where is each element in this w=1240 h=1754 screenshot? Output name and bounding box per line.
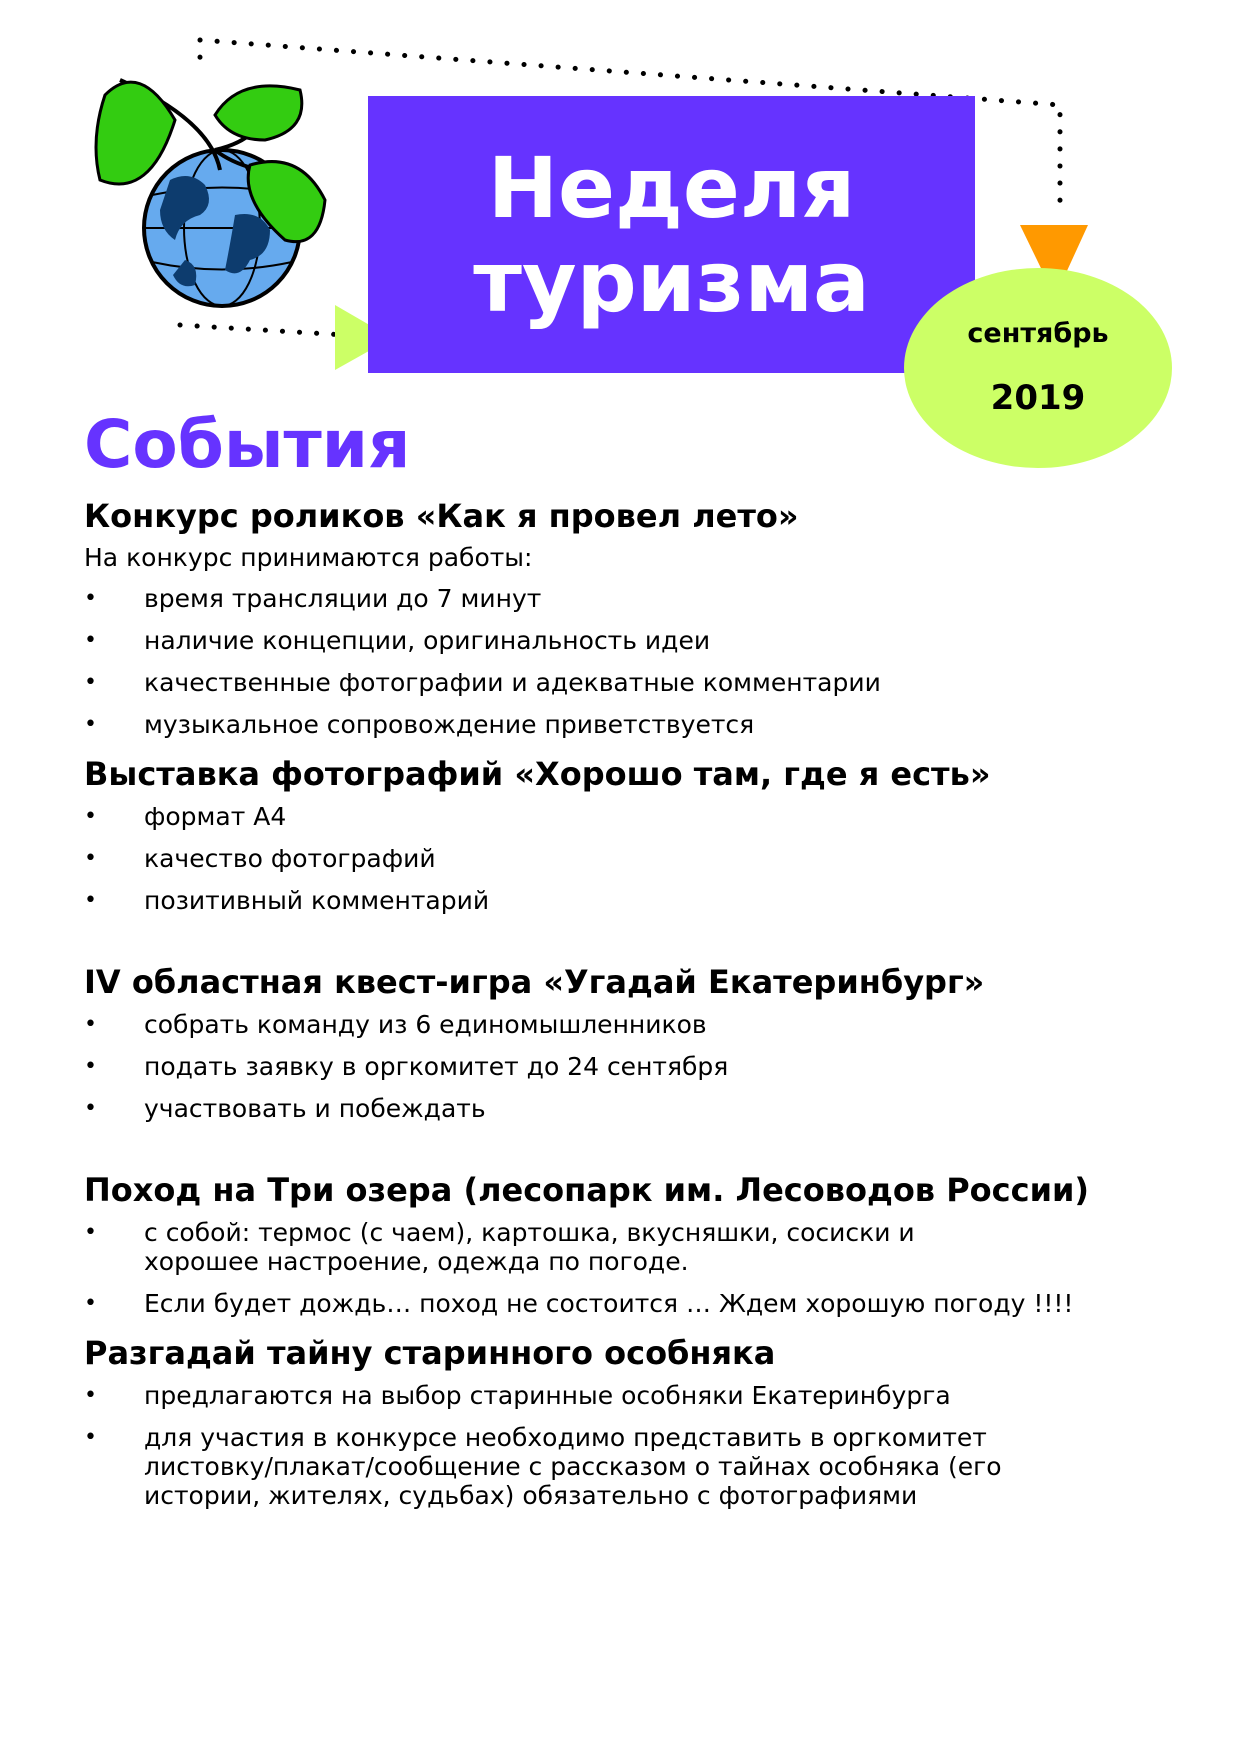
list-item: • подать заявку в оргкомитет до 24 сентября — [84, 1046, 1164, 1088]
requirements-list — [84, 1375, 1164, 1517]
list-item: • для участия в конкурсе необходимо представить в оргкомитет листовку/плакат/сообщение с рассказом о тайнах особняка (его истории, жителях, судьбах) обязательно с фотографиями — [84, 1417, 1164, 1517]
requirements-list — [84, 1004, 1164, 1130]
title-line-2: туризма — [473, 232, 870, 331]
requirements-list — [84, 1212, 1164, 1325]
requirements-list — [84, 578, 1164, 746]
event-title: Конкурс роликов «Как я провел лето» — [84, 497, 799, 535]
title-line-1: Неделя — [487, 138, 856, 237]
list-item: • позитивный комментарий — [84, 880, 1164, 922]
globe-with-sprout-icon — [96, 80, 325, 306]
list-item: • время трансляции до 7 минут — [84, 578, 1164, 620]
event-quest-game — [84, 960, 1164, 1130]
list-item: • Если будет дождь… поход не состоится … Ждем хорошую погоду !!!! — [84, 1283, 1164, 1325]
list-item: • музыкальное сопровождение приветствуется — [84, 704, 1164, 746]
list-item: • участвовать и побеждать — [84, 1088, 1164, 1130]
spacer — [84, 1130, 1164, 1168]
list-item: • наличие концепции, оригинальность идеи — [84, 620, 1164, 662]
event-title: IV областная квест-игра «Угадай Екатеринбург» — [84, 963, 985, 1001]
list-item: • формат А4 — [84, 796, 1164, 838]
requirements-list — [84, 796, 1164, 922]
dotted-path-bottom — [180, 325, 345, 335]
month-label: сентябрь — [967, 318, 1109, 349]
event-title: Выставка фотографий «Хорошо там, где я есть» — [84, 755, 991, 793]
year-label: 2019 — [990, 378, 1086, 418]
event-title: Разгадай тайну старинного особняка — [84, 1334, 776, 1372]
event-video-contest — [84, 494, 1164, 746]
section-title: События — [84, 406, 411, 483]
event-intro: На конкурс принимаются работы: — [84, 543, 533, 572]
title-banner — [368, 96, 975, 373]
list-item: • качественные фотографии и адекватные комментарии — [84, 662, 1164, 704]
events-list — [84, 494, 1164, 1517]
list-item: • с собой: термос (с чаем), картошка, вкусняшки, сосиски и хорошее настроение, одежда по погоде. — [84, 1212, 1164, 1283]
list-item: • качество фотографий — [84, 838, 1164, 880]
list-item: • предлагаются на выбор старинные особняки Екатеринбурга — [84, 1375, 1164, 1417]
list-item: • собрать команду из 6 единомышленников — [84, 1004, 1164, 1046]
event-photo-exhibition — [84, 752, 1164, 922]
date-badge — [904, 268, 1172, 468]
spacer — [84, 922, 1164, 960]
event-title: Поход на Три озера (лесопарк им. Лесоводов России) — [84, 1171, 1090, 1209]
event-hike — [84, 1168, 1164, 1325]
event-mansion-mystery — [84, 1331, 1164, 1517]
